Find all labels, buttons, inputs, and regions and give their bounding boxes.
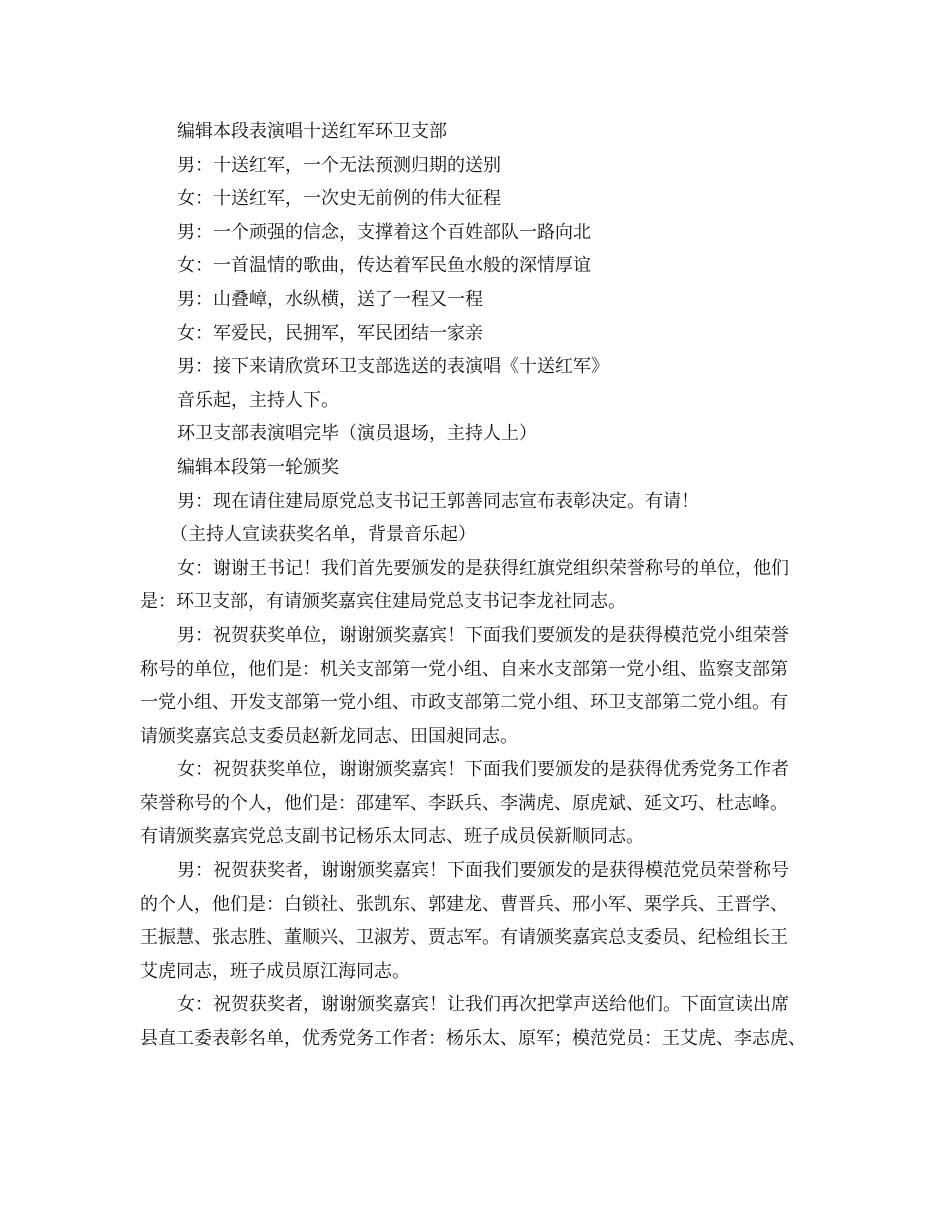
stage-direction: 音乐起，主持人下。 — [177, 389, 339, 411]
paragraph-line: 一党小组、开发支部第一党小组、市政支部第二党小组、环卫支部第二党小组。有 — [140, 692, 788, 714]
script-line: 女：一首温情的歌曲，传达着军民鱼水般的深情厚谊 — [177, 255, 591, 277]
paragraph-line: 王振慧、张志胜、董顺兴、卫淑芳、贾志军。有请颁奖嘉宾总支委员、纪检组长王 — [140, 927, 788, 949]
paragraph-line: 请颁奖嘉宾总支委员赵新龙同志、田国昶同志。 — [140, 725, 518, 747]
paragraph-line: 女：祝贺获奖单位，谢谢颁奖嘉宾！下面我们要颁发的是获得优秀党务工作者 — [177, 759, 789, 781]
paragraph-award-4 — [140, 854, 820, 988]
paragraph-line: 男：祝贺获奖者，谢谢颁奖嘉宾！下面我们要颁发的是获得模范党员荣誉称号 — [177, 860, 789, 882]
paragraph-line: 县直工委表彰名单，优秀党务工作者：杨乐太、原军；模范党员：王艾虎、李志虎、 — [140, 1028, 806, 1050]
paragraph-line: 女：祝贺获奖者，谢谢颁奖嘉宾！让我们再次把掌声送给他们。下面宣读出席 — [177, 994, 789, 1016]
script-line: 男：十送红军，一个无法预测归期的送别 — [177, 154, 501, 176]
paragraph-award-5 — [140, 988, 820, 1055]
script-line: 女：十送红军，一次史无前例的伟大征程 — [177, 188, 501, 210]
script-line: 男：山叠嶂，水纵横，送了一程又一程 — [177, 288, 483, 310]
section-heading: 编辑本段表演唱十送红军环卫支部 — [177, 121, 447, 142]
paragraph-line: 的个人，他们是：白锁社、张凯东、郭建龙、曹晋兵、邢小军、栗学兵、王晋学、 — [140, 893, 788, 915]
paragraph-line: 男：祝贺获奖单位，谢谢颁奖嘉宾！下面我们要颁发的是获得模范党小组荣誉 — [177, 624, 789, 646]
paragraph-award-3 — [140, 753, 820, 854]
paragraph-award-1 — [140, 552, 820, 619]
script-line: 男：现在请住建局原党总支书记王郭善同志宣布表彰决定。有请！ — [177, 490, 699, 512]
paragraph-line: 女：谢谢王书记！我们首先要颁发的是获得红旗党组织荣誉称号的单位，他们 — [177, 557, 789, 579]
stage-direction: （主持人宣读获奖名单，背景音乐起） — [170, 524, 476, 546]
paragraph-line: 艾虎同志，班子成员原江海同志。 — [140, 960, 410, 982]
script-line: 女：军爱民，民拥军，军民团结一家亲 — [177, 322, 483, 344]
stage-direction: 环卫支部表演唱完毕（演员退场，主持人上） — [177, 423, 537, 445]
paragraph-line: 有请颁奖嘉宾党总支副书记杨乐太同志、班子成员侯新顺同志。 — [140, 826, 644, 848]
paragraph-line: 称号的单位，他们是：机关支部第一党小组、自来水支部第一党小组、监察支部第 — [140, 658, 788, 680]
script-line: 男：接下来请欣赏环卫支部选送的表演唱《十送红军》 — [177, 356, 609, 378]
document-body — [140, 115, 820, 1056]
paragraph-line: 是：环卫支部，有请颁奖嘉宾住建局党总支书记李龙社同志。 — [140, 591, 626, 613]
paragraph-line: 荣誉称号的个人，他们是：邵建军、李跃兵、李满虎、原虎斌、延文巧、杜志峰。 — [140, 792, 788, 814]
paragraph-award-2 — [140, 619, 820, 753]
script-line: 男：一个顽强的信念，支撑着这个百姓部队一路向北 — [177, 221, 591, 243]
section-heading: 编辑本段第一轮颁奖 — [177, 456, 339, 478]
